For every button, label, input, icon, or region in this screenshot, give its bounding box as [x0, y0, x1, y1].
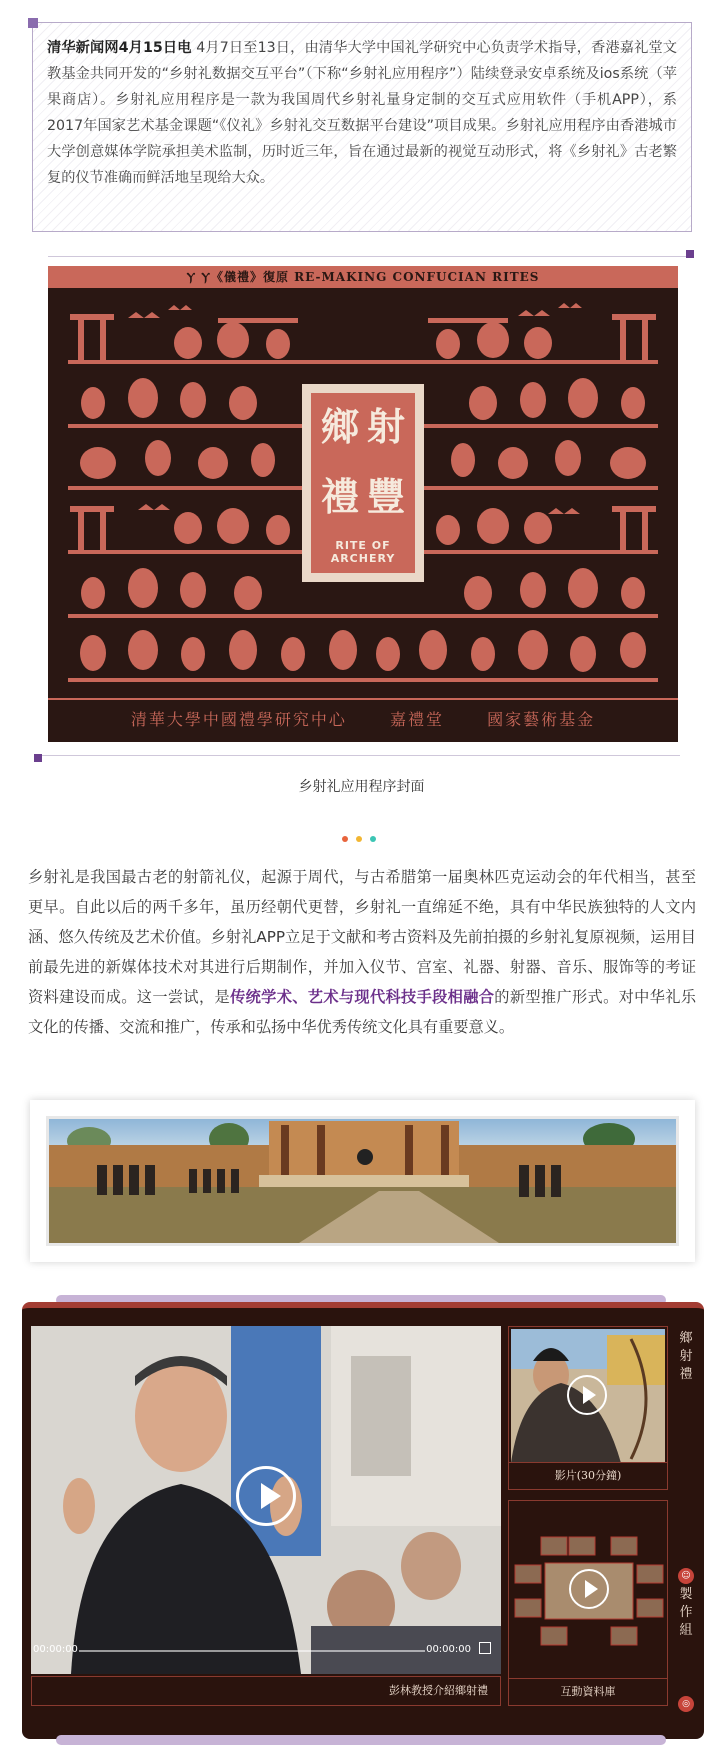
device-tab	[56, 1735, 666, 1745]
body-paragraph	[28, 862, 696, 1042]
duration-time: 00:00:00	[426, 1644, 471, 1655]
highlight-text: 传统学术、艺术与现代科技手段相融合	[230, 988, 495, 1006]
body-text: 乡射礼是我国最古老的射箭礼仪，起源于周代，与古希腊第一届奥林匹克运动会的年代相当，甚至更早。自此以后的两千多年，虽历经朝代更替，乡射礼一直绵延不绝，具有中华民族独特的人文内涵、悠久传统及艺术价值。乡射礼APP立足于文献和考古资料及先前拍摄的乡射礼复原视频，运用目前最先进的新媒体技术对其进行后期制作，并加入仪节、宫室、礼器、射器、音乐、服饰等的考证资料建设而成。这一尝试，是	[28, 868, 696, 1006]
cover-image-frame	[34, 256, 694, 756]
database-card[interactable]	[508, 1500, 668, 1706]
footer-org: 國家藝術基金	[487, 710, 596, 729]
folder-icon[interactable]	[569, 1569, 609, 1609]
seal-char: 鄉	[320, 404, 359, 449]
current-time: 00:00:00	[33, 1644, 78, 1655]
dot-icon	[356, 836, 362, 842]
main-video-caption: 彭林教授介紹鄉射禮	[31, 1676, 501, 1706]
globe-icon[interactable]: ◎	[678, 1696, 694, 1712]
corner-decoration	[686, 250, 694, 258]
app-title-vertical: 鄉 射 禮	[679, 1331, 693, 1382]
body-text: 的新型推广形式。对中华礼乐文化的传播、交流和推广，传承和弘扬中华优秀传统文化具有重要意义。	[28, 988, 697, 1036]
title-seal	[302, 384, 424, 582]
courtyard-illustration	[49, 1119, 676, 1243]
frame-line	[34, 755, 680, 756]
dot-icon	[342, 836, 348, 842]
seal-char: 射	[366, 404, 405, 449]
play-icon[interactable]	[567, 1375, 607, 1415]
panorama-card	[30, 1100, 695, 1262]
corner-decoration	[34, 754, 42, 762]
video-timebar[interactable]	[31, 1644, 501, 1660]
film-label: 影片(30分鐘)	[509, 1462, 667, 1489]
play-icon[interactable]	[236, 1466, 296, 1526]
cover-caption: 乡射礼应用程序封面	[298, 779, 425, 795]
intro-lead: 清华新闻网4月15日电	[47, 40, 192, 56]
seal-char: 禮	[320, 474, 359, 519]
cover-poster[interactable]	[48, 266, 678, 742]
archery-courtyard-photo[interactable]	[46, 1116, 679, 1246]
poster-footer	[48, 698, 678, 742]
seal-char: 豐	[366, 474, 405, 519]
intro-text: 4月7日至13日，由清华大学中国礼学研究中心负责学术指导，香港嘉礼堂文教基金共同开发的“乡射礼数据交互平台”（下称“乡射礼应用程序”）陆续登录安卓系统及ios系统（苹果商店）。乡射礼应用程序是一款为我国周代乡射礼量身定制的交互式应用软件（手机APP），系2017年国家艺术基金课题“《仪礼》乡射礼交互数据平台建设”项目成果。乡射礼应用程序由香港城市大学创意媒体学院承担美术监制，历时近三年，旨在通过最新的视觉互动形式，将《乡射礼》古老繁复的仪节准确而鲜活地呈现给大众。	[47, 40, 677, 186]
poster-banner: Ⲩ Ⲩ《儀禮》復原 RE-MAKING CONFUCIAN RITES	[48, 266, 678, 288]
database-label: 互動資料庫	[509, 1678, 667, 1705]
intro-section	[32, 22, 692, 232]
main-video-player[interactable]	[31, 1326, 501, 1674]
film-card[interactable]	[508, 1326, 668, 1490]
credits-nav[interactable]: 製 作 組	[679, 1587, 693, 1638]
seek-bar[interactable]	[79, 1650, 425, 1652]
app-screen	[22, 1302, 704, 1739]
film-thumbnail	[511, 1329, 665, 1463]
people-icon[interactable]: ☺	[678, 1568, 694, 1584]
intro-box	[32, 22, 692, 232]
corner-decoration	[28, 18, 38, 28]
dot-icon	[370, 836, 376, 842]
database-thumbnail	[511, 1503, 665, 1677]
footer-org: 嘉禮堂	[389, 710, 444, 729]
divider-dots	[342, 836, 376, 842]
frame-line	[48, 256, 694, 257]
footer-org: 清華大學中國禮學研究中心	[130, 710, 347, 729]
fullscreen-icon[interactable]	[479, 1642, 491, 1654]
seal-subtitle: RITE OF ARCHERY	[330, 539, 396, 565]
